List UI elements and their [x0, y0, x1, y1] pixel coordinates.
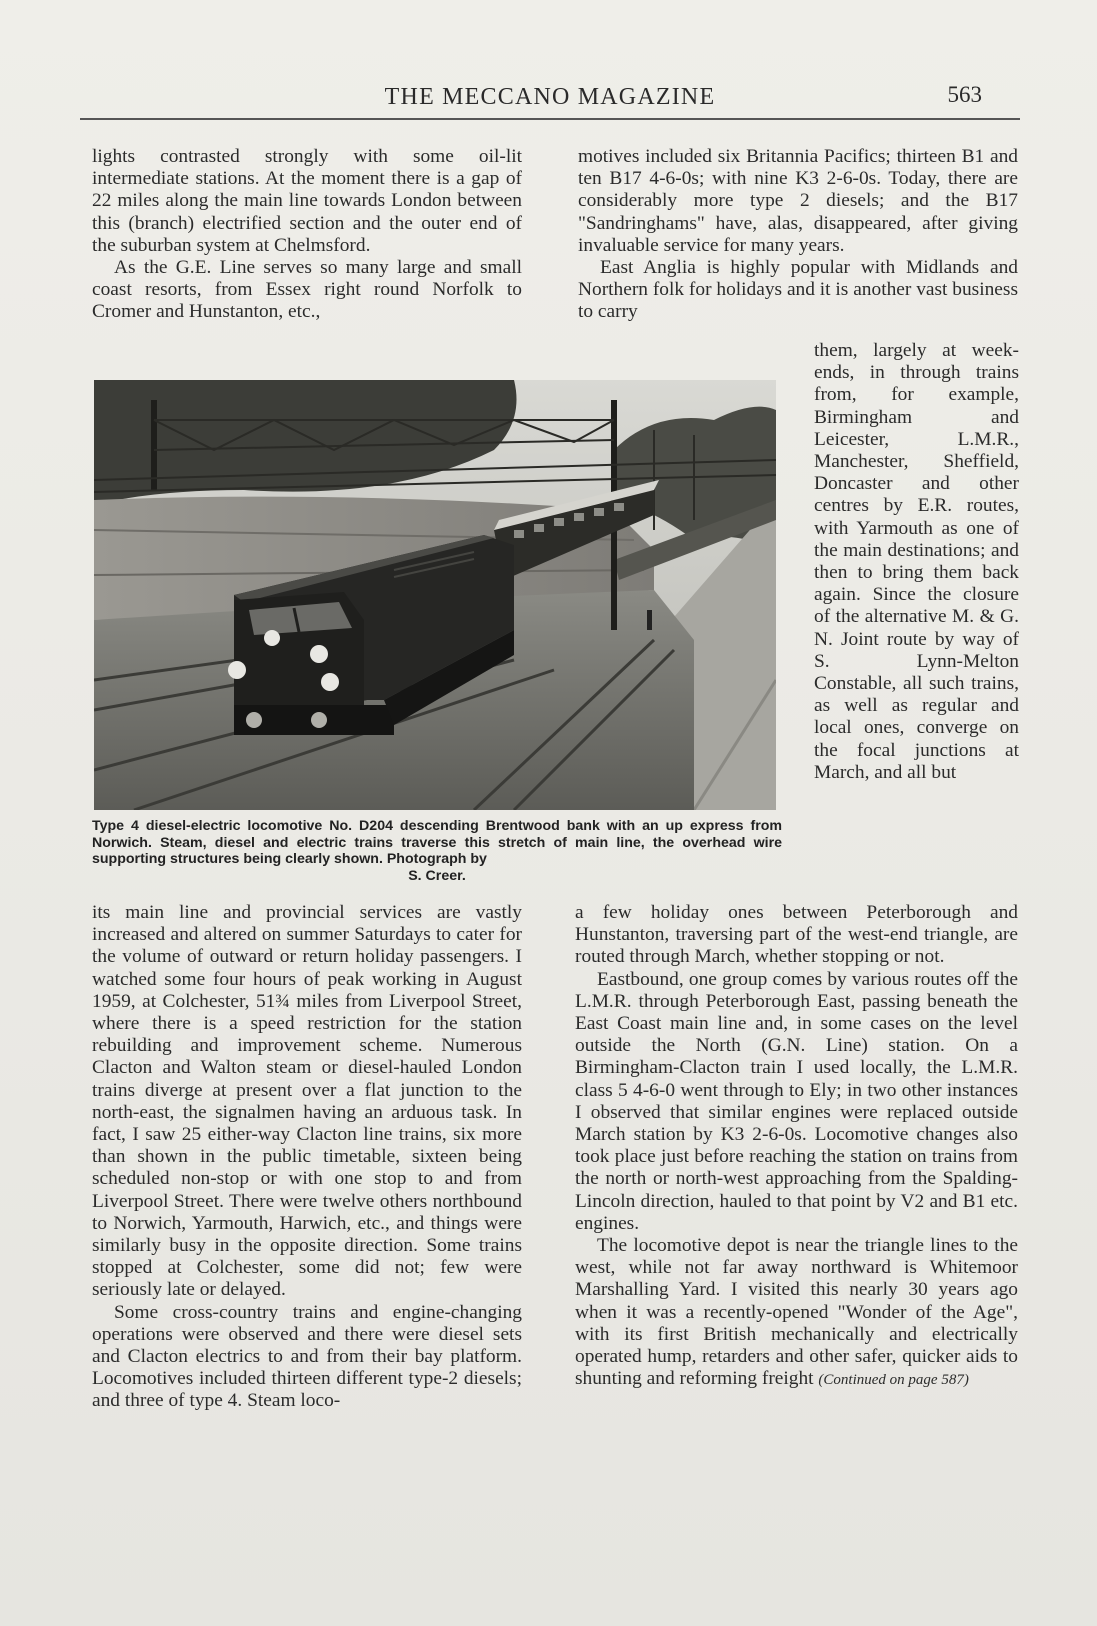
page-header	[80, 78, 1020, 120]
paragraph: As the G.E. Line serves so many large and small coast resorts, from Essex right round Norfolk to Cromer and Hunstanton, etc.,	[92, 257, 522, 323]
caption-credit: S. Creer.	[408, 867, 466, 884]
caption-text: Type 4 diesel-electric locomotive No. D204 descending Brentwood bank with an up express from Norwich. Steam, diesel and electric trains traverse this stretch of main line, the overhead wire supporting structures being clearly shown. Photograph by	[92, 818, 782, 868]
running-title: THE MECCANO MAGAZINE	[384, 84, 716, 110]
paragraph: East Anglia is highly popular with Midlands and Northern folk for holidays and it is another vast business to carry	[578, 257, 1018, 323]
paragraph: lights contrasted strongly with some oil-lit intermediate stations. At the moment there is a gap of 22 miles along the main line towards London between this (branch) electrified section and the outer end of the suburban system at Chelmsford.	[92, 146, 522, 256]
photo-svg	[94, 380, 776, 810]
right-column-narrow	[814, 340, 1019, 784]
right-column-top	[578, 146, 1018, 324]
right-column-bottom	[575, 902, 1018, 1391]
page-number: 563	[947, 82, 982, 107]
paragraph: Some cross-country trains and engine-changing operations were observed and there were diesel sets and Clacton electrics to and from their bay platform. Locomotives included thirteen different type-2 diesels; and three of type 4. Steam loco-	[92, 1301, 522, 1412]
paragraph: its main line and provincial services are vastly increased and altered on summer Saturdays to cater for the volume of outward or return holiday passengers. I watched some four hours of peak working in August 1959, at Colchester, 51¾ miles from Liverpool Street, where there is a speed restriction for the station rebuilding and improvement scheme. Numerous Clacton and Walton steam or diesel-hauled London trains diverge at present over a flat junction to the north-east, the signalmen having an arduous task. In fact, I saw 25 either-way Clacton line trains, six more than shown in the public timetable, sixteen being scheduled non-stop or with one stop to and from Liverpool Street. There were twelve others northbound to Norwich, Yarmouth, Harwich, etc., and things were similarly busy in the opposite direction. Some trains stopped at Colchester, some did not; few were seriously late or delayed.	[92, 902, 522, 1301]
photo-caption	[92, 818, 782, 884]
paragraph: them, largely at week-ends, in through trains from, for example, Birmingham and Leicester, L.M.R., Manchester, Sheffield, Doncaster and other centres by E.R. routes, with Yarmouth as one of the main destinations; and then to bring them back again. Since the closure of the alternative M. & G. N. Joint route by way of S. Lynn-Melton Constable, all such trains, as well as regular and local ones, converge on the focal junctions at March, and all but	[814, 340, 1019, 783]
paragraph-text: The locomotive depot is near the triangle lines to the west, while not far away northward is Whitemoor Marshalling Yard. I visited this nearly 30 years ago when it was a recently-opened "Wonder of the Age", with its first British mechanically and electrically operated hump, retarders and other safer, quicker aids to shunting and reforming freight	[575, 1235, 1018, 1390]
paragraph: motives included six Britannia Pacifics; thirteen B1 and ten B17 4-6-0s; with nine K3 2-6-0s. Today, there are considerably more type 2 diesels; and the B17 "Sandringhams" have, alas, disappeared, after giving invaluable service for many years.	[578, 146, 1018, 256]
paragraph	[575, 1235, 1018, 1391]
paragraph: Eastbound, one group comes by various routes off the L.M.R. through Peterborough East, passing beneath the East Coast main line and, in some cases on the level outside the North (G.N. Line) station. On a Birmingham-Clacton train I used locally, the L.M.R. class 5 4-6-0 went through to Ely; in two other instances I observed that similar engines were replaced outside March station by K3 2-6-0s. Locomotive changes also took place just before reaching the station on trains from the north or north-west approaching from the Spalding-Lincoln direction, hauled to that point by V2 and B1 etc. engines.	[575, 968, 1018, 1234]
locomotive-photograph	[94, 380, 776, 810]
continued-note: (Continued on page 587)	[818, 1372, 969, 1389]
paragraph: a few holiday ones between Peterborough and Hunstanton, traversing part of the west-end triangle, are routed through March, whether stopping or not.	[575, 902, 1018, 968]
left-column-bottom	[92, 902, 522, 1413]
left-column-top	[92, 146, 522, 324]
